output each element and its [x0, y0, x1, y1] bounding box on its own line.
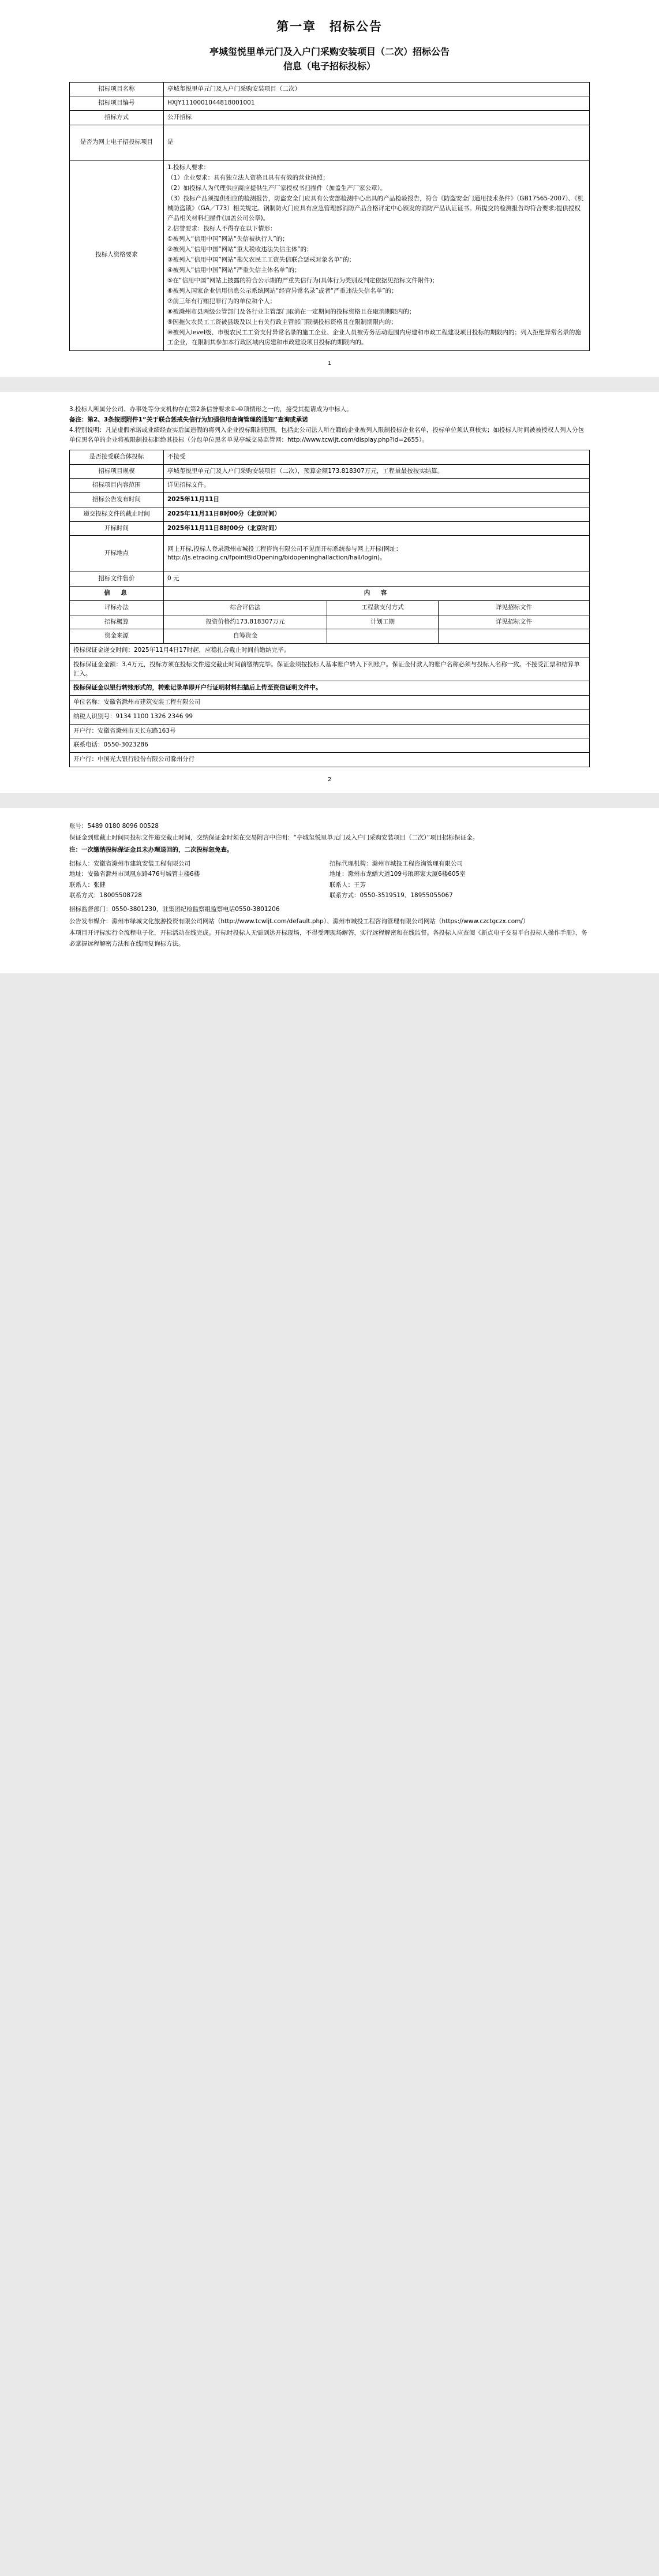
contact-line: 地址：滁州市龙蟠大道109号琅琊家大厦6楼605室 — [330, 871, 466, 878]
grid-cell: 工程款支付方式 — [327, 600, 439, 615]
table-row — [70, 450, 590, 464]
grid-cell: 自筹资金 — [164, 629, 327, 644]
free-row: 投标保证金递交时间：2025年11月4日17时起，应稳扎合截止时间前缴纳完毕。 — [70, 644, 590, 658]
qual-para: ⑤在“信用中国”网站上披露的符合公示期的严重失信行为(具体行为类别及判定依据见招标文件附件)； — [167, 277, 439, 284]
grid-cell: 计划工期 — [327, 615, 439, 629]
contact-line: 联系方式：18005508728 — [69, 892, 142, 899]
document-title-line1: 亭城玺悦里单元门及入户门采购安装项目（二次）招标公告 — [209, 46, 450, 57]
free-row: 联系电话：0550-3023286 — [70, 738, 590, 753]
qual-para: ②被列入“信用中国”网站“重大税收违法失信主体”的； — [167, 245, 313, 253]
qual-para: ⑧被滁州市县两级公管部门及各行业主管部门取消在一定期间的投标资格且在取消期限内的； — [167, 308, 415, 315]
row-label: 招标项目规模 — [70, 464, 164, 479]
table-row — [70, 464, 590, 479]
row-value: 2025年11月11日8时00分（北京时间） — [164, 507, 590, 521]
document-title-line2: 信息（电子招标投标） — [283, 60, 376, 72]
row-label: 是否接受联合体投标 — [70, 450, 164, 464]
table-row — [70, 521, 590, 536]
row-label: 招标项目编号 — [70, 96, 164, 111]
招标人-contact-block — [69, 858, 330, 901]
qual-para: （2）如投标人为代理供应商应提供生产厂家授权书扫描件（加盖生产厂家公章）。 — [167, 184, 387, 192]
page3-line: 保证金到账截止时间同投标文件递交截止时间，交纳保证金时须在交易附言中注明：“亭城玺悦里单元门及入户门采购安装项目（二次）”项目招标保证金。 — [69, 834, 479, 842]
qual-para: ⑥被列入国家企业信用信息公示系统网站“经营异常名录”或者“严重违法失信名单”的； — [167, 287, 398, 294]
table-row — [70, 724, 590, 738]
contact-line: 联系人：王芳 — [330, 881, 366, 888]
row-label: 招标方式 — [70, 111, 164, 125]
contact-line: 招标人：安徽省滁州市建筑安装工程有限公司 — [69, 860, 190, 867]
row-value: 亭城玺悦里单元门及入户门采购安装项目（二次），预算金额173.818307万元，工程量最按按实结算。 — [164, 464, 590, 479]
document-title — [69, 45, 590, 74]
page3-line: 账号：5489 0180 8096 00528 — [69, 822, 159, 830]
table-row — [70, 696, 590, 710]
table-row — [70, 82, 590, 96]
page3-top-block — [69, 821, 590, 855]
row-value: 是 — [164, 125, 590, 160]
qual-para: ⑨因拖欠农民工工资被县级及以上有关行政主管部门限制投标资格且在限制期限内的； — [167, 318, 397, 326]
grid-cell — [327, 629, 439, 644]
table-row — [70, 710, 590, 724]
page-2 — [0, 392, 659, 793]
contacts-table — [69, 858, 590, 901]
grid-cell: 招标概算 — [70, 615, 164, 629]
free-row: 投标保证金以银行转账形式的，转账记录单即开户行证明材料扫描后上传至资信证明文件中。 — [70, 681, 590, 696]
contact-line: 联系方式：0550-3519519、18955055067 — [330, 892, 453, 899]
grid-cell: 综合评估法 — [164, 600, 327, 615]
page2-para: 4.特别说明：凡是虚假承诺或业绩经查实后属造假的将列入企业投标限制范围，包括此公司法人所在籍的企业被列入限制投标企业名单，投标单位须认真核实；如投标人时间被被授权人列入分包单位黑名单的企业将被限制投标拒绝其投标（分包单位黑名单见亭城交易监管网：http://www.tcwljt.com/display.php?id=2655）。 — [69, 426, 585, 443]
grid-cell: 详见招标文件 — [439, 615, 590, 629]
table-row — [70, 572, 590, 587]
bid-details-table — [69, 450, 590, 601]
page3-bottom-block — [69, 904, 590, 949]
table-row — [70, 479, 590, 493]
contact-line: 招标代理机构：滁州市城投工程咨询管理有限公司 — [330, 860, 463, 867]
grid-cell: 资金来源 — [70, 629, 164, 644]
row-label: 开标时间 — [70, 521, 164, 536]
table-row — [70, 658, 590, 681]
info-content-header-row — [70, 587, 590, 601]
evaluation-grid-table — [69, 600, 590, 767]
qual-para: 2.信誉要求：投标人不得存在以下情形： — [167, 225, 276, 232]
project-info-table — [69, 82, 590, 351]
row-label: 招标项目名称 — [70, 82, 164, 96]
table-row — [70, 681, 590, 696]
table-row — [70, 615, 590, 629]
free-row: 投标保证金金额：3.4万元，投标方须在投标文件递交截止时间前缴纳完毕。保证金须按投标人基本账户转入下列账户。保证金付款人的账户名称必须与投标人名称一致。不接受汇票和结算单汇入。 — [70, 658, 590, 681]
free-row: 开户行：安徽省滁州市天长东路163号 — [70, 724, 590, 738]
row-label: 招标项目内容范围 — [70, 479, 164, 493]
table-row — [70, 111, 590, 125]
row-label: 招标公告发布时间 — [70, 493, 164, 507]
qual-para: ④被列入“信用中国”网站“严重失信主体名单”的； — [167, 266, 301, 274]
table-row — [70, 644, 590, 658]
row-value: 详见招标文件。 — [164, 479, 590, 493]
page2-note: 备注：第2、3条按照附件1“关于联合惩戒失信行为加强信用查询管理的通知”查询或承诺 — [69, 416, 308, 423]
free-row: 开户行：中国光大银行股份有限公司滁州分行 — [70, 753, 590, 767]
row-label: 是否为网上电子招投标项目 — [70, 125, 164, 160]
page3-line: 注：一次缴纳投标保证金且未办理退回的，二次投标恕免查。 — [69, 846, 233, 853]
grid-cell: 投资价格约173.818307万元 — [164, 615, 327, 629]
table-row-qualification — [70, 160, 590, 350]
page2-para: 3.投标人所属分公司、办事处等分支机构存在第2条信誉要求①-⑩项情形之一的，接受其提请成为中标人。 — [69, 405, 353, 413]
grid-cell: 评标办法 — [70, 600, 164, 615]
row-label: 投标人资格要求 — [70, 160, 164, 350]
table-row — [70, 600, 590, 615]
row-value: 2025年11月11日 — [164, 493, 590, 507]
page-1 — [0, 0, 659, 377]
row-value: 亭城玺悦里单元门及入户门采购安装项目（二次） — [164, 82, 590, 96]
qual-para: ⑦前三年有行贿犯罪行为的单位和个人； — [167, 297, 276, 305]
page-separator — [0, 793, 659, 808]
row-value: 网上开标,投标人登录滁州市城投工程咨询有限公司不见面开标系统参与网上开标(网址：http://js.etrading.cn/fpointBidOpening/bidopeninghallaction/hall/login)。 — [164, 536, 590, 572]
row-label: 开标地点 — [70, 536, 164, 572]
qual-para: （1）企业要求：具有独立法人资格且具有有效的营业执照； — [167, 174, 329, 181]
page2-intro-block — [69, 405, 590, 445]
table-row — [70, 536, 590, 572]
table-row — [70, 753, 590, 767]
contact-line: 联系人：张健 — [69, 881, 106, 888]
qual-para: ③被列入“信用中国”网站“拖欠农民工工资失信联合惩戒对象名单”的； — [167, 256, 355, 263]
page3-line: 本项目开评标实行全流程电子化，开标活动在线完成。开标时投标人无需到达开标现场，不得受理现场解答，实行远程解密和在线监督。各投标人应查阅《新点电子交易平台投标人操作手册》，务必掌握远程解密方法和在线回复询标方法。 — [69, 929, 587, 947]
table-row — [70, 125, 590, 160]
qualification-content — [164, 160, 590, 350]
page-3 — [0, 808, 659, 973]
info-header-right: 内 容 — [164, 587, 590, 601]
row-value: 2025年11月11日8时00分（北京时间） — [164, 521, 590, 536]
table-row — [70, 96, 590, 111]
qual-para: 1.投标人要求： — [167, 163, 210, 171]
info-header-left: 信 息 — [70, 587, 164, 601]
contact-line: 地址：安徽省滁州市凤凰东路476号城管主楼6楼 — [69, 871, 200, 878]
table-row — [69, 858, 590, 901]
row-value: 不接受 — [164, 450, 590, 464]
qual-para: ①被列入“信用中国”网站“失信被执行人”的； — [167, 235, 289, 242]
page3-line: 公告发布媒介：滁州市绿城文化旅游投资有限公司网站（http://www.tcwljt.com/default.php）、滁州市城投工程咨询管理有限公司网站（https://www.czctgczx.com/） — [69, 917, 529, 925]
page3-line: 招标监督部门：0550-3801230，驻集团纪检监察组监察电话0550-3801206 — [69, 906, 280, 913]
row-label: 招标文件售价 — [70, 572, 164, 587]
grid-cell: 详见招标文件 — [439, 600, 590, 615]
row-label: 递交投标文件的截止时间 — [70, 507, 164, 521]
page-number: 2 — [327, 776, 332, 783]
row-value: 公开招标 — [164, 111, 590, 125]
table-row — [70, 629, 590, 644]
grid-cell — [439, 629, 590, 644]
chapter-heading: 第一章 招标公告 — [276, 19, 383, 33]
row-value: HXJY1110001044818001001 — [164, 96, 590, 111]
free-row: 纳税人识别号：9134 1100 1326 2346 99 — [70, 710, 590, 724]
代理机构-contact-block — [330, 858, 590, 901]
document-page-container — [0, 0, 659, 973]
table-row — [70, 493, 590, 507]
qual-para: （3）投标产品须提供相应的检测报告，防盗安全门应具有公安部检测中心出具的产品检验报告，符合《防盗安全门通用技术条件》（GB17565-2007）、《机械防盗锁》（GA／T73）相关规定。钢制防火门应具有应急管理部消防产品合格评定中心颁发的消防产品认证证书。所提交的检测报告均符合要求;提供授权产品相关材料扫描件(加盖公司公章)。 — [167, 195, 584, 222]
table-row — [70, 738, 590, 753]
qual-para: ⑩被列入level级、市级农民工工资支付异常名录的施工企业、企业人员被劳务活动范围内房建和市政工程建设项目投标的期限内的；列入拒绝异常名录的施工企业，在限制其参加本行政区域内房建和市政建设项目投标的期限内的。 — [167, 328, 581, 346]
table-row — [70, 507, 590, 521]
row-value: 0 元 — [164, 572, 590, 587]
page-separator — [0, 377, 659, 392]
free-row: 单位名称：安徽省滁州市建筑安装工程有限公司 — [70, 696, 590, 710]
page-number: 1 — [327, 360, 332, 367]
